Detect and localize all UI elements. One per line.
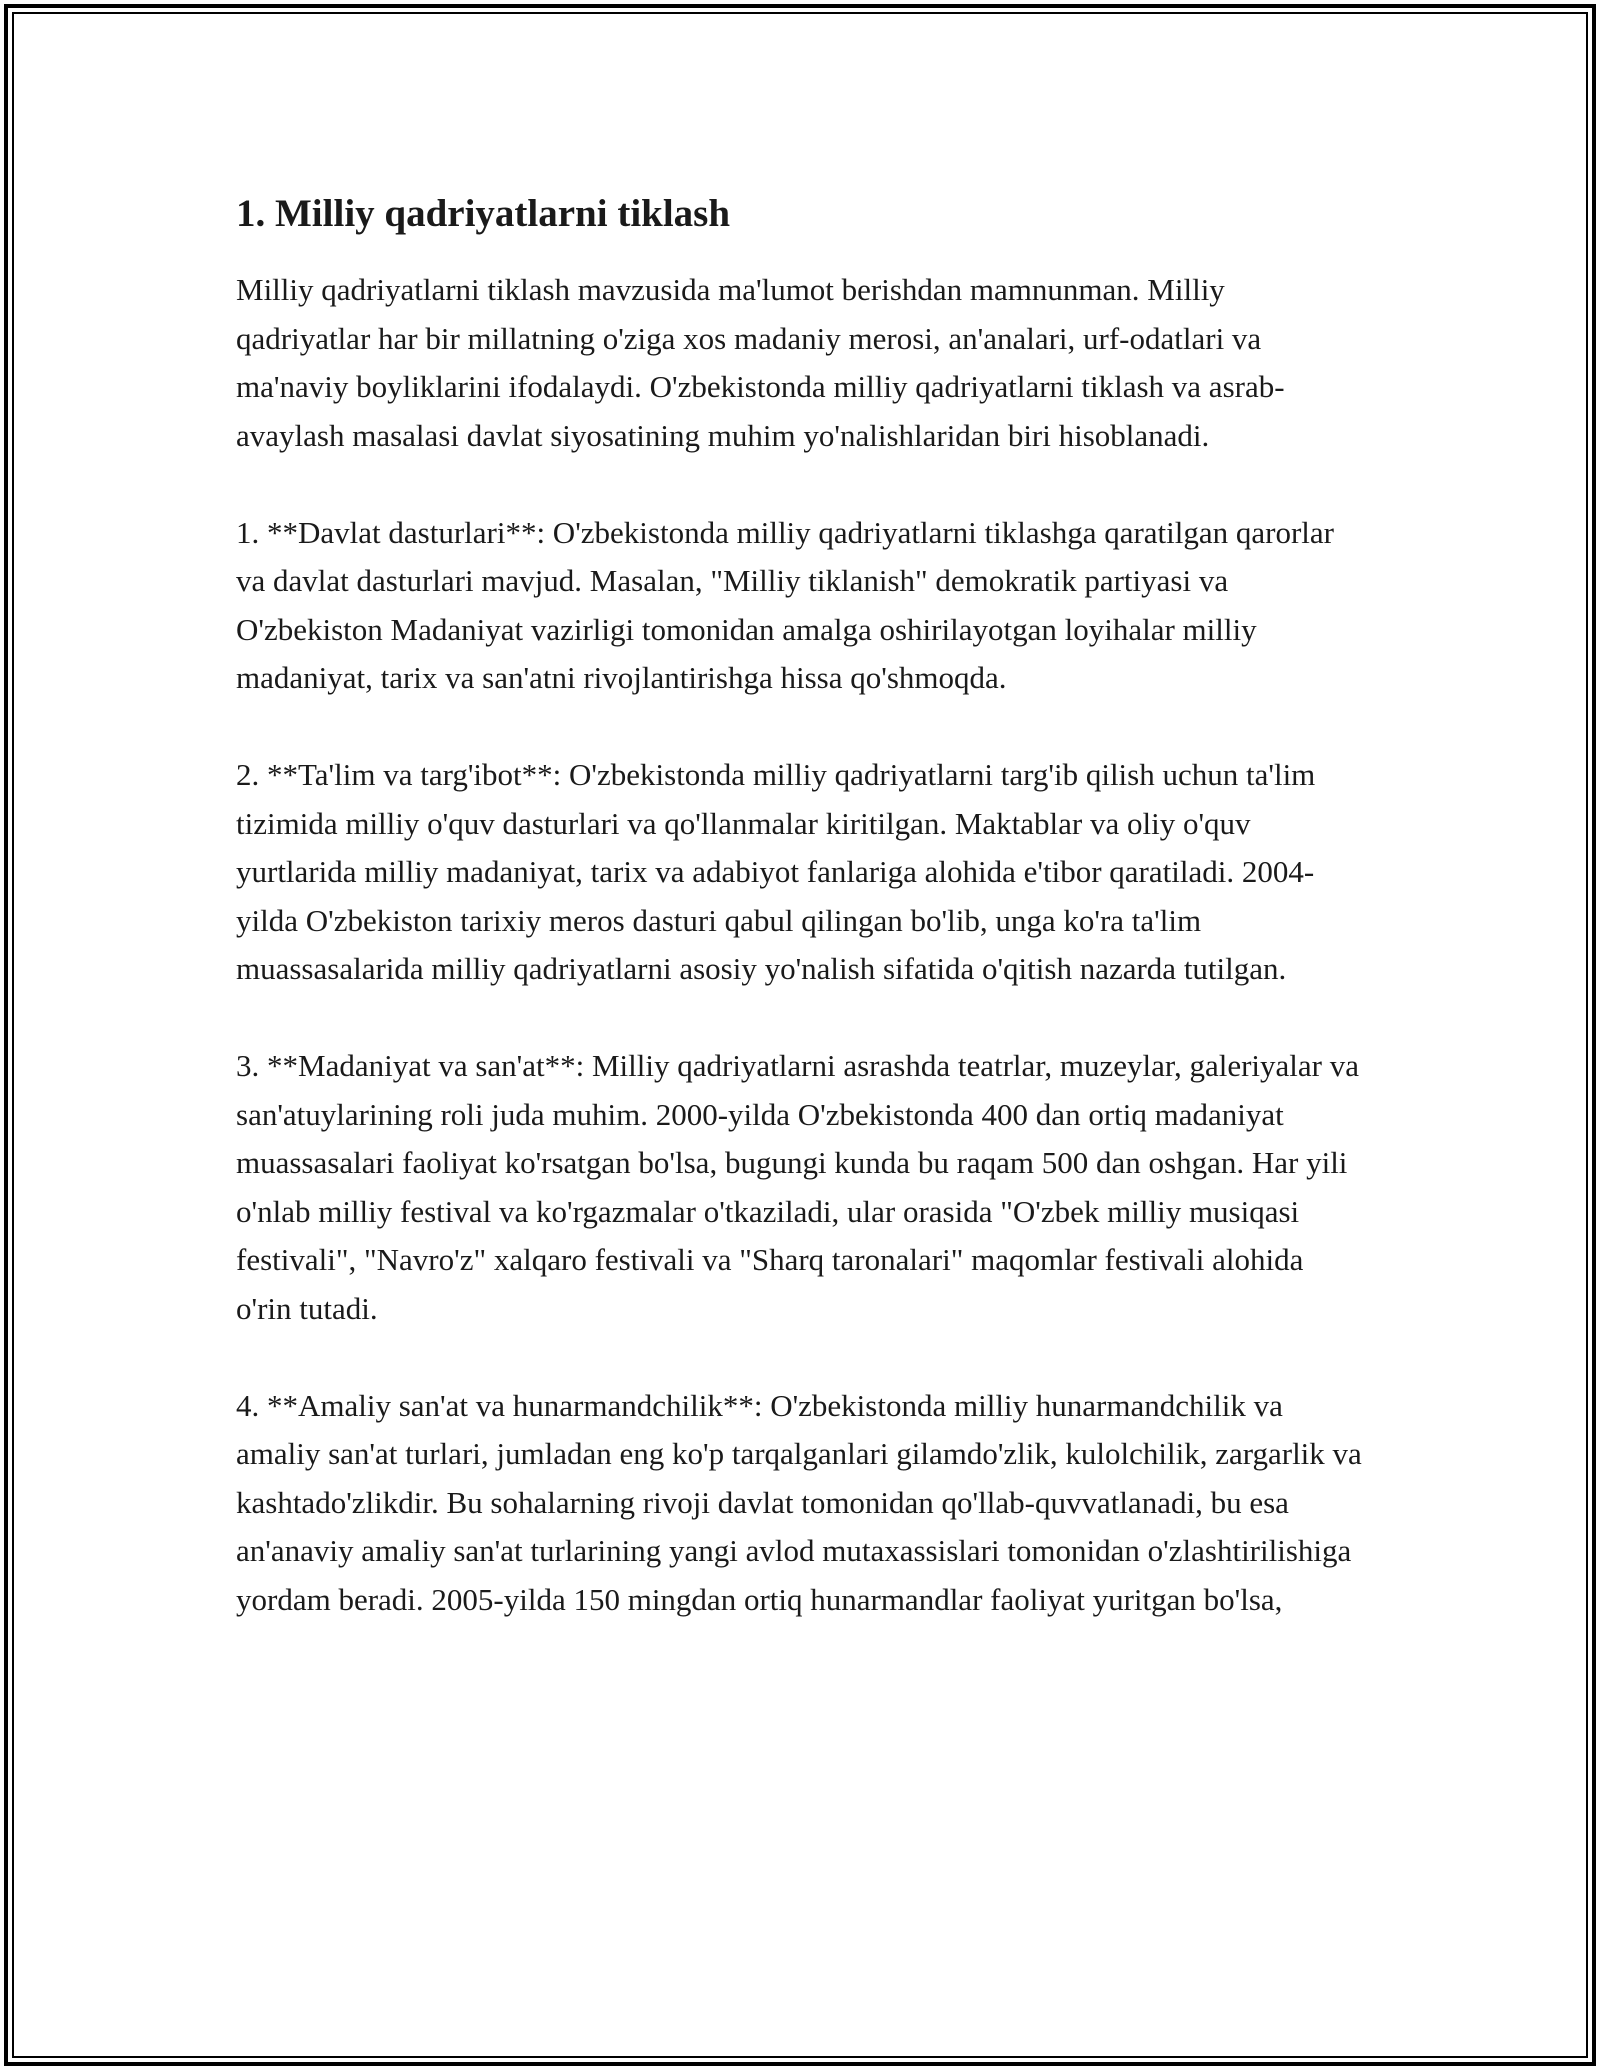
paragraph-talim-va-targibot: 2. **Ta'lim va targ'ibot**: O'zbekistonda milliy qadriyatlarni targ'ib qilish uchun ta'lim tizimida milliy o'quv dasturlari va qo'llanmalar kiritilgan. Maktablar va oliy o'quv yurtlarida milliy madaniyat, tarix va adabiyot fanlariga alohida e'tibor qaratiladi. 2004-yilda O'zbekiston tarixiy meros dasturi qabul qilingan bo'lib, unga ko'ra ta'lim muassasalarida milliy qadriyatlarni asosiy yo'nalish sifatida o'qitish nazarda tutilgan. — [236, 757, 1316, 986]
document-title: 1. Milliy qadriyatlarni tiklash — [236, 192, 731, 235]
paragraph-davlat-dasturlari: 1. **Davlat dasturlari**: O'zbekistonda milliy qadriyatlarni tiklashga qaratilgan qarorlar va davlat dasturlari mavjud. Masalan, "Milliy tiklanish" demokratik partiyasi va O'zbekiston Madaniyat vazirligi tomonidan amalga oshirilayotgan loyihalar milliy madaniyat, tarix va san'atni rivojlantirishga hissa qo'shmoqda. — [236, 514, 1335, 695]
document-body — [236, 184, 1366, 1673]
paragraph-intro: Milliy qadriyatlarni tiklash mavzusida ma'lumot berishdan mamnunman. Milliy qadriyatlar har bir millatning o'ziga xos madaniy merosi, an'analari, urf-odatlari va ma'naviy boyliklarini ifodalaydi. O'zbekistonda milliy qadriyatlarni tiklash va asrab-avaylash masalasi davlat siyosatining muhim yo'nalishlaridan biri hisoblanadi. — [236, 272, 1285, 453]
paragraph-madaniyat-va-sanat: 3. **Madaniyat va san'at**: Milliy qadriyatlarni asrashda teatrlar, muzeylar, galeriyalar va san'atuylarining roli juda muhim. 2000-yilda O'zbekistonda 400 dan ortiq madaniyat muassasalari faoliyat ko'rsatgan bo'lsa, bugungi kunda bu raqam 500 dan oshgan. Har yili o'nlab milliy festival va ko'rgazmalar o'tkaziladi, ular orasida "O'zbek milliy musiqasi festivali", "Navro'z" xalqaro festivali va "Sharq taronalari" maqomlar festivali alohida o'rin tutadi. — [236, 1048, 1359, 1326]
paragraph-amaliy-sanat: 4. **Amaliy san'at va hunarmandchilik**: O'zbekistonda milliy hunarmandchilik va amaliy san'at turlari, jumladan eng ko'p tarqalganlari gilamdo'zlik, kulolchilik, zargarlik va kashtado'zlikdir. Bu sohalarning rivoji davlat tomonidan qo'llab-quvvatlanadi, bu esa an'anaviy amaliy san'at turlarining yangi avlod mutaxassislari tomonidan o'zlashtirilishiga yordam beradi. 2005-yilda 150 mingdan ortiq hunarmandlar faoliyat yuritgan bo'lsa, — [236, 1387, 1362, 1617]
